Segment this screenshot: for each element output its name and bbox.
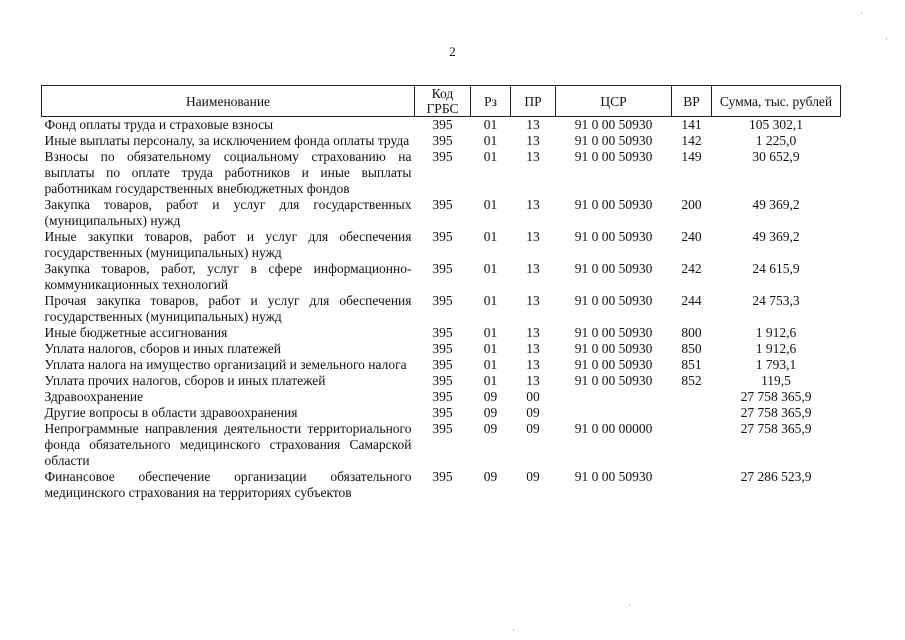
row-grbs: 395 bbox=[432, 341, 453, 356]
row-pr: 00 bbox=[526, 389, 540, 404]
row-sum: 119,5 bbox=[761, 373, 791, 388]
row-vr: 142 bbox=[681, 133, 702, 148]
scan-mark: · bbox=[628, 600, 631, 610]
row-pr: 13 bbox=[526, 133, 540, 148]
scan-mark: · bbox=[512, 625, 515, 635]
row-vr bbox=[672, 389, 712, 405]
table-row bbox=[42, 117, 841, 134]
header-csr: ЦСР bbox=[556, 86, 672, 117]
row-rz: 01 bbox=[483, 373, 498, 388]
row-name: Уплата прочих налогов, сборов и иных платежей bbox=[44, 373, 326, 388]
table-row bbox=[42, 469, 841, 501]
row-sum: 1 912,6 bbox=[755, 341, 797, 356]
row-grbs: 395 bbox=[432, 373, 453, 388]
row-rz: 01 bbox=[483, 261, 498, 276]
row-vr: 800 bbox=[681, 325, 702, 340]
row-csr: 91 0 00 50930 bbox=[574, 357, 653, 372]
row-name: Закупка товаров, работ и услуг для государственных (муниципальных) нужд bbox=[44, 197, 412, 228]
row-grbs: 395 bbox=[432, 229, 453, 244]
row-rz: 01 bbox=[483, 197, 498, 212]
row-grbs: 395 bbox=[432, 389, 453, 404]
row-csr: 91 0 00 50930 bbox=[574, 133, 653, 148]
row-csr bbox=[556, 389, 672, 405]
table-row bbox=[42, 341, 841, 357]
row-pr: 13 bbox=[526, 229, 540, 244]
row-sum: 30 652,9 bbox=[752, 149, 800, 164]
row-grbs: 395 bbox=[432, 117, 453, 132]
row-grbs: 395 bbox=[432, 357, 453, 372]
row-pr: 13 bbox=[526, 325, 540, 340]
row-vr: 200 bbox=[681, 197, 702, 212]
row-csr bbox=[556, 405, 672, 421]
row-sum: 1 912,6 bbox=[755, 325, 797, 340]
row-name: Иные закупки товаров, работ и услуг для обеспечения государственных (муниципальных) нужд bbox=[44, 229, 412, 260]
table-row bbox=[42, 133, 841, 149]
table-row bbox=[42, 373, 841, 389]
row-rz: 01 bbox=[483, 117, 498, 132]
row-grbs: 395 bbox=[432, 325, 453, 340]
row-pr: 09 bbox=[526, 405, 540, 420]
row-name: Прочая закупка товаров, работ и услуг для обеспечения государственных (муниципальных) нужд bbox=[44, 293, 412, 324]
row-pr: 13 bbox=[526, 373, 540, 388]
table-row bbox=[42, 293, 841, 325]
row-sum: 24 615,9 bbox=[752, 261, 800, 276]
table-row bbox=[42, 261, 841, 293]
row-grbs: 395 bbox=[432, 469, 453, 484]
row-vr: 141 bbox=[681, 117, 702, 132]
row-vr bbox=[672, 405, 712, 421]
row-csr: 91 0 00 50930 bbox=[574, 117, 653, 132]
row-sum: 27 286 523,9 bbox=[740, 469, 812, 484]
row-pr: 13 bbox=[526, 341, 540, 356]
row-vr: 240 bbox=[681, 229, 702, 244]
table-row bbox=[42, 149, 841, 197]
table-row bbox=[42, 357, 841, 373]
row-sum: 49 369,2 bbox=[752, 197, 800, 212]
row-sum: 24 753,3 bbox=[752, 293, 800, 308]
row-csr: 91 0 00 50930 bbox=[574, 229, 653, 244]
row-pr: 13 bbox=[526, 117, 540, 132]
row-name: Финансовое обеспечение организации обязательного медицинского страхования на территориях субъектов bbox=[44, 469, 412, 500]
row-csr: 91 0 00 50930 bbox=[574, 149, 653, 164]
header-name: Наименование bbox=[42, 86, 415, 117]
row-csr: 91 0 00 50930 bbox=[574, 373, 653, 388]
row-rz: 01 bbox=[483, 357, 498, 372]
row-rz: 01 bbox=[483, 341, 498, 356]
row-vr: 850 bbox=[681, 341, 702, 356]
row-grbs: 395 bbox=[432, 293, 453, 308]
row-name: Закупка товаров, работ, услуг в сфере информационно-коммуникационных технологий bbox=[44, 261, 412, 292]
header-sum: Сумма, тыс. рублей bbox=[712, 86, 841, 117]
row-sum: 1 225,0 bbox=[755, 133, 797, 148]
row-pr: 09 bbox=[526, 421, 540, 436]
row-name: Уплата налогов, сборов и иных платежей bbox=[44, 341, 281, 356]
budget-table bbox=[41, 85, 841, 501]
row-rz: 09 bbox=[483, 421, 498, 436]
table-row bbox=[42, 325, 841, 341]
row-name: Иные бюджетные ассигнования bbox=[44, 325, 228, 340]
row-vr: 242 bbox=[681, 261, 702, 276]
row-pr: 13 bbox=[526, 149, 540, 164]
row-grbs: 395 bbox=[432, 197, 453, 212]
row-sum: 49 369,2 bbox=[752, 229, 800, 244]
row-rz: 01 bbox=[483, 149, 498, 164]
header-grbs: Код ГРБС bbox=[415, 86, 471, 117]
table-row bbox=[42, 197, 841, 229]
row-name: Непрограммные направления деятельности территориального фонда обязательного медицинского страхования Самарской области bbox=[44, 421, 412, 468]
row-vr: 851 bbox=[681, 357, 702, 372]
header-vr: ВР bbox=[672, 86, 712, 117]
row-grbs: 395 bbox=[432, 133, 453, 148]
table-row bbox=[42, 421, 841, 469]
row-vr: 149 bbox=[681, 149, 702, 164]
row-sum: 1 793,1 bbox=[755, 357, 797, 372]
table-row bbox=[42, 389, 841, 405]
table-row bbox=[42, 229, 841, 261]
row-pr: 13 bbox=[526, 197, 540, 212]
row-pr: 13 bbox=[526, 293, 540, 308]
row-rz: 09 bbox=[483, 469, 498, 484]
table-row bbox=[42, 405, 841, 421]
row-name: Здравоохранение bbox=[44, 389, 144, 404]
row-pr: 09 bbox=[526, 469, 540, 484]
row-rz: 09 bbox=[483, 389, 498, 404]
row-vr bbox=[672, 469, 712, 501]
row-name: Другие вопросы в области здравоохранения bbox=[44, 405, 298, 420]
row-grbs: 395 bbox=[432, 149, 453, 164]
row-csr: 91 0 00 50930 bbox=[574, 293, 653, 308]
row-csr: 91 0 00 50930 bbox=[574, 261, 653, 276]
row-vr: 852 bbox=[681, 373, 702, 388]
scan-mark: · bbox=[860, 8, 863, 18]
row-name: Фонд оплаты труда и страховые взносы bbox=[44, 117, 274, 132]
row-vr: 244 bbox=[681, 293, 702, 308]
row-sum: 27 758 365,9 bbox=[740, 389, 812, 404]
row-rz: 09 bbox=[483, 405, 498, 420]
header-pr: ПР bbox=[511, 86, 556, 117]
row-csr: 91 0 00 50930 bbox=[574, 341, 653, 356]
row-csr: 91 0 00 50930 bbox=[574, 197, 653, 212]
row-pr: 13 bbox=[526, 357, 540, 372]
row-pr: 13 bbox=[526, 261, 540, 276]
row-sum: 105 302,1 bbox=[749, 117, 803, 132]
row-grbs: 395 bbox=[432, 261, 453, 276]
row-rz: 01 bbox=[483, 325, 498, 340]
row-name: Уплата налога на имущество организаций и земельного налога bbox=[44, 357, 407, 372]
header-rz: Рз bbox=[471, 86, 511, 117]
row-sum: 27 758 365,9 bbox=[740, 405, 812, 420]
page-number: 2 bbox=[449, 44, 456, 59]
row-grbs: 395 bbox=[432, 405, 453, 420]
row-csr: 91 0 00 00000 bbox=[574, 421, 653, 436]
row-sum: 27 758 365,9 bbox=[740, 421, 812, 436]
row-csr: 91 0 00 50930 bbox=[574, 469, 653, 484]
scan-mark: · bbox=[885, 34, 888, 44]
row-grbs: 395 bbox=[432, 421, 453, 436]
row-rz: 01 bbox=[483, 229, 498, 244]
row-csr: 91 0 00 50930 bbox=[574, 325, 653, 340]
row-name: Взносы по обязательному социальному страхованию на выплаты по оплате труда работников и иные выплаты работникам государственных внебюджетных фондов bbox=[44, 149, 412, 196]
row-rz: 01 bbox=[483, 133, 498, 148]
row-rz: 01 bbox=[483, 293, 498, 308]
row-vr bbox=[672, 421, 712, 469]
row-name: Иные выплаты персоналу, за исключением фонда оплаты труда bbox=[44, 133, 410, 148]
table-header-row bbox=[42, 86, 841, 117]
